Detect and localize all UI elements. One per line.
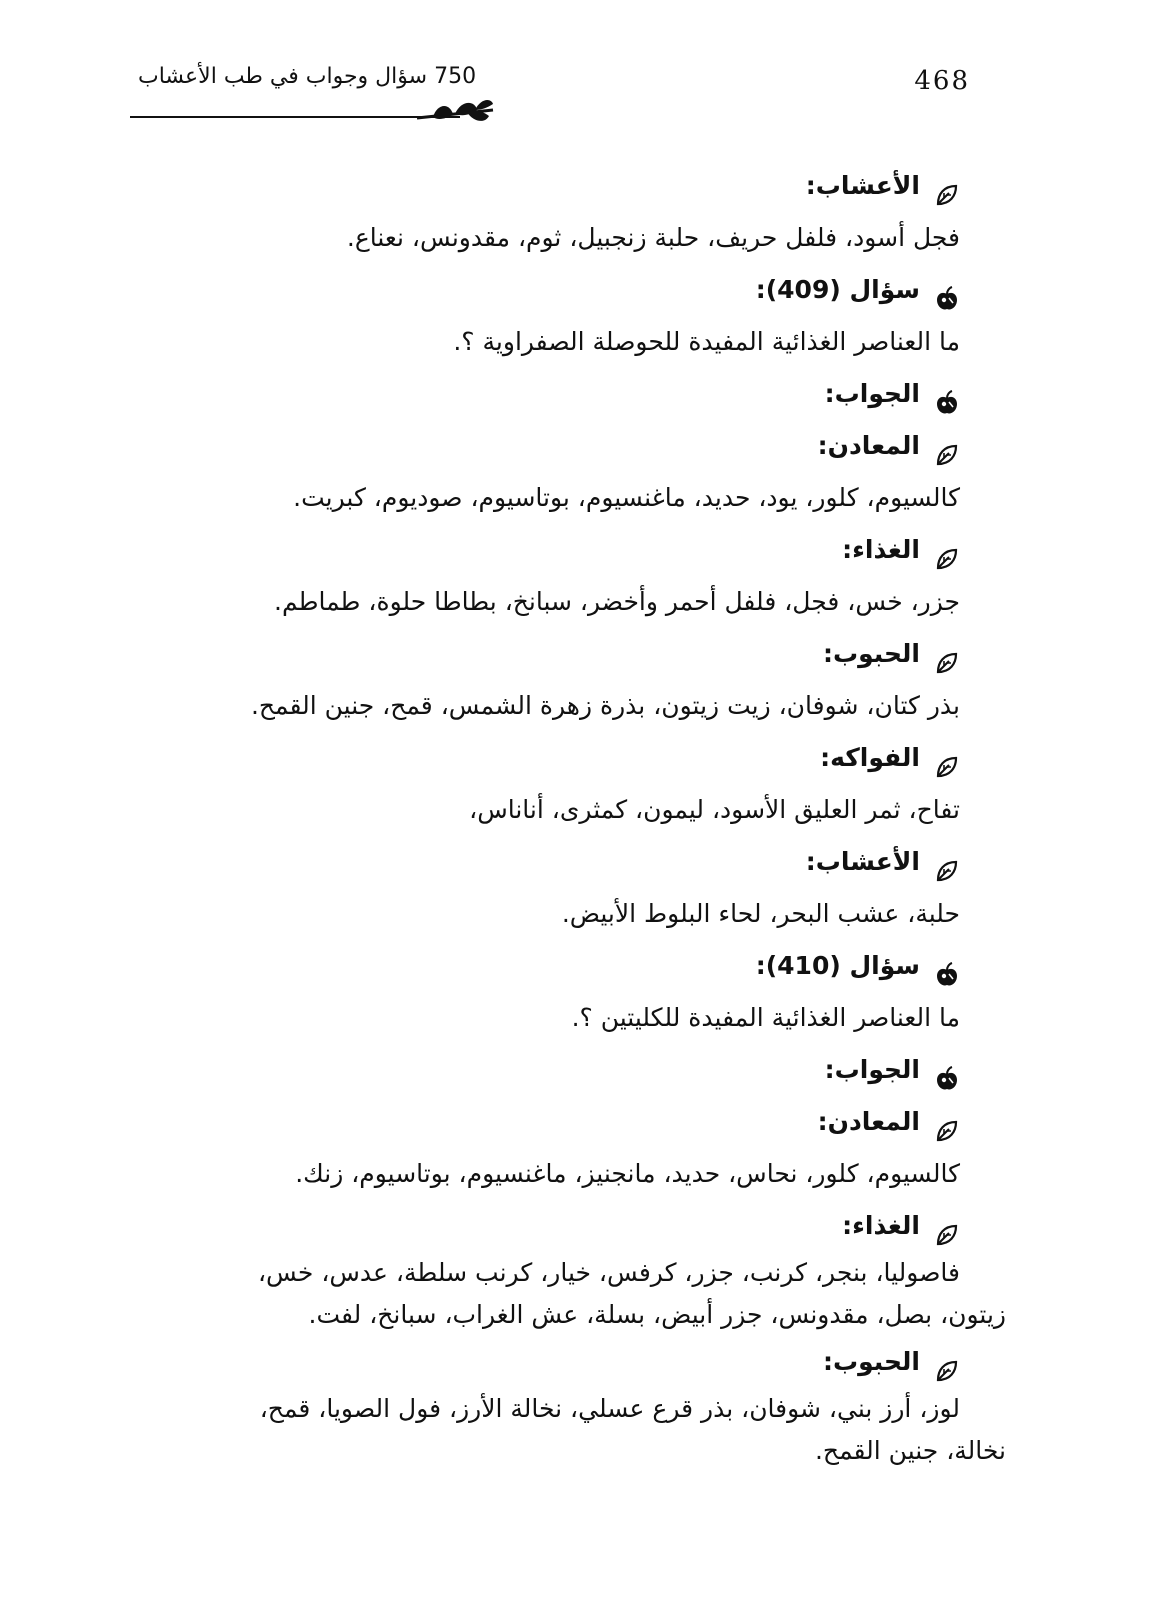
section-heading bbox=[130, 1336, 960, 1388]
page-header bbox=[130, 58, 970, 128]
heading-label: الأعشاب: bbox=[805, 171, 920, 200]
heading-label: الغذاء: bbox=[842, 535, 920, 564]
heading-label: المعادن: bbox=[817, 1107, 920, 1136]
book-title: 750 سؤال وجواب في طب الأعشاب bbox=[138, 64, 477, 89]
leaf-icon bbox=[934, 434, 960, 460]
paragraph-line: لوز، أرز بني، شوفان، بذر قرع عسلي، نخالة الأرز، فول الصويا، قمح، bbox=[259, 1394, 960, 1423]
text-line: ما العناصر الغذائية المفيدة للكليتين ؟. bbox=[571, 1003, 960, 1032]
page-number: 468 bbox=[914, 66, 970, 96]
apple-icon bbox=[934, 954, 960, 980]
heading-label: الحبوب: bbox=[823, 1347, 920, 1376]
heading-label: الحبوب: bbox=[823, 639, 920, 668]
header-rule bbox=[130, 116, 460, 118]
heading-label: الجواب: bbox=[824, 379, 920, 408]
heading-label: الجواب: bbox=[824, 1055, 920, 1084]
leaf-icon bbox=[934, 850, 960, 876]
answer-heading bbox=[130, 1044, 960, 1096]
heading-label: سؤال (410): bbox=[755, 951, 920, 980]
section-heading bbox=[130, 836, 960, 888]
text-line: فجل أسود، فلفل حريف، حلبة زنجبيل، ثوم، مقدونس، نعناع. bbox=[346, 223, 960, 252]
section-heading bbox=[130, 732, 960, 784]
text-line: كالسيوم، كلور، يود، حديد، ماغنسيوم، بوتاسيوم، صوديوم، كبريت. bbox=[293, 483, 960, 512]
heading-label: المعادن: bbox=[817, 431, 920, 460]
section-heading bbox=[130, 160, 960, 212]
leaf-icon bbox=[934, 538, 960, 564]
leaf-icon bbox=[934, 1110, 960, 1136]
heading-label: سؤال (409): bbox=[755, 275, 920, 304]
section-heading bbox=[130, 1096, 960, 1148]
heading-label: الغذاء: bbox=[842, 1211, 920, 1240]
heading-label: الفواكه: bbox=[820, 743, 920, 772]
leaf-icon bbox=[934, 1214, 960, 1240]
text-line: بذر كتان، شوفان، زيت زيتون، بذرة زهرة الشمس، قمح، جنين القمح. bbox=[250, 691, 960, 720]
page-body bbox=[130, 160, 1006, 1472]
heading-label: الأعشاب: bbox=[805, 847, 920, 876]
paragraph-line: زيتون، بصل، مقدونس، جزر أبيض، بسلة، عش الغراب، سبانخ، لفت. bbox=[308, 1300, 1006, 1329]
question-heading bbox=[130, 264, 960, 316]
section-heading bbox=[130, 1200, 960, 1252]
text-line: تفاح، ثمر العليق الأسود، ليمون، كمثرى، أناناس، bbox=[469, 795, 960, 824]
apple-icon bbox=[934, 1058, 960, 1084]
leaf-icon bbox=[934, 174, 960, 200]
text-line: جزر، خس، فجل، فلفل أحمر وأخضر، سبانخ، بطاطا حلوة، طماطم. bbox=[274, 587, 960, 616]
section-heading bbox=[130, 420, 960, 472]
leaf-icon bbox=[934, 746, 960, 772]
question-heading bbox=[130, 940, 960, 992]
section-heading bbox=[130, 524, 960, 576]
section-heading bbox=[130, 628, 960, 680]
apple-icon bbox=[934, 278, 960, 304]
apple-icon bbox=[934, 382, 960, 408]
text-line: حلبة، عشب البحر، لحاء البلوط الأبيض. bbox=[561, 899, 960, 928]
paragraph-line: نخالة، جنين القمح. bbox=[814, 1436, 1006, 1465]
paragraph-line: فاصوليا، بنجر، كرنب، جزر، كرفس، خيار، كرنب سلطة، عدس، خس، bbox=[257, 1258, 960, 1287]
leaf-icon bbox=[934, 642, 960, 668]
text-line: كالسيوم، كلور، نحاس، حديد، مانجنيز، ماغنسيوم، بوتاسيوم، زنك. bbox=[295, 1159, 960, 1188]
text-line: ما العناصر الغذائية المفيدة للحوصلة الصفراوية ؟. bbox=[453, 327, 960, 356]
answer-heading bbox=[130, 368, 960, 420]
leaf-branch-icon bbox=[415, 96, 495, 130]
leaf-icon bbox=[934, 1350, 960, 1376]
